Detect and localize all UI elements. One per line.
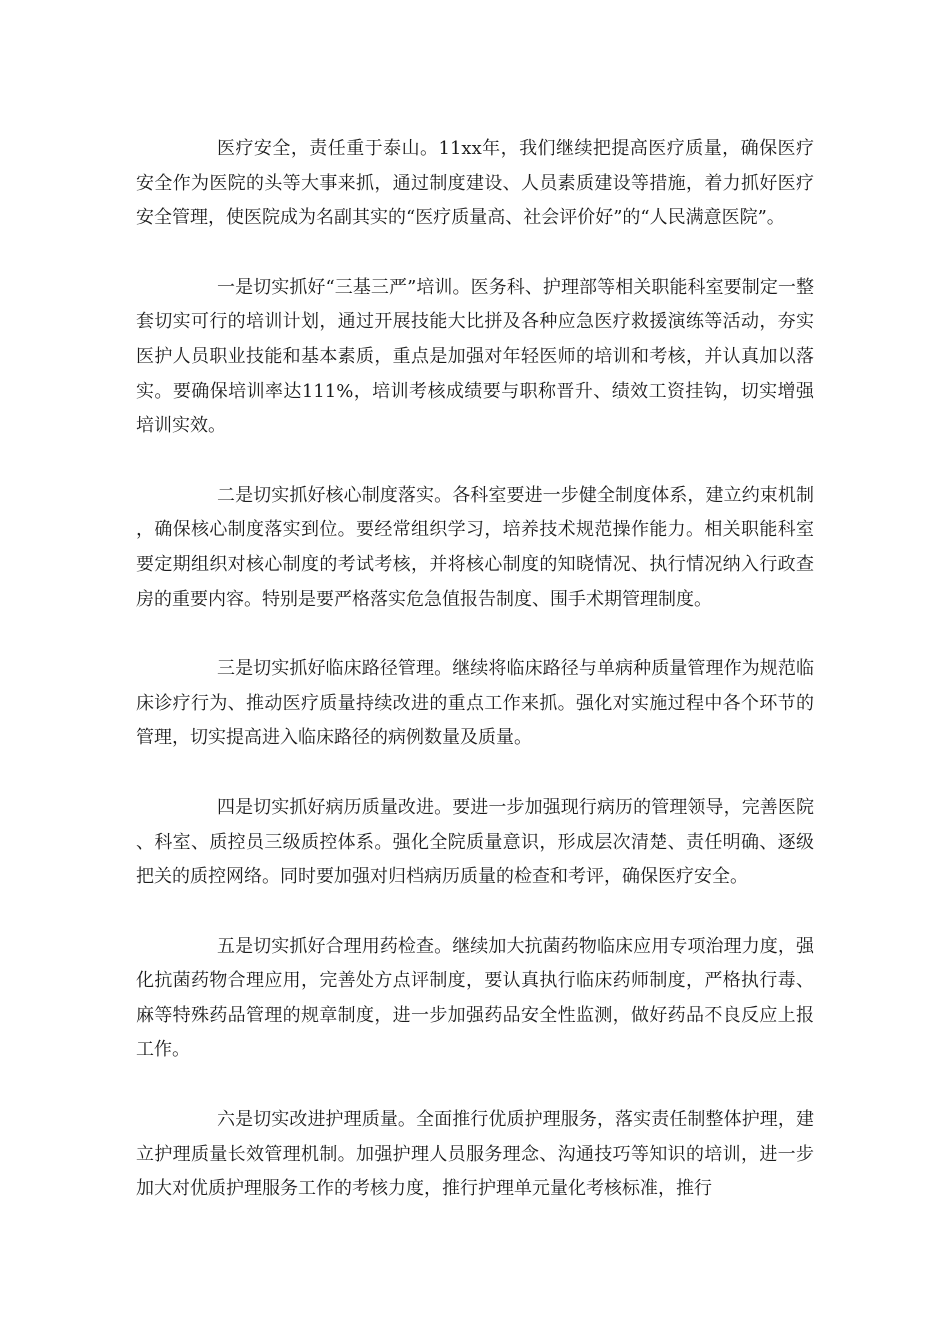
paragraph-intro: 医疗安全，责任重于泰山。11xx年，我们继续把提高医疗质量，确保医疗安全作为医院的头等大事来抓，通过制度建设、人员素质建设等措施，着力抓好医疗安全管理，使医院成为名副其实的“医疗质量高、社会评价好”的“人民满意医院”。	[136, 138, 814, 229]
paragraph-clinical-pathway: 三是切实抓好临床路径管理。继续将临床路径与单病种质量管理作为规范临床诊疗行为、推动医疗质量持续改进的重点工作来抓。强化对实施过程中各个环节的管理，切实提高进入临床路径的病例数量及质量。	[136, 658, 814, 749]
paragraph-medical-records: 四是切实抓好病历质量改进。要进一步加强现行病历的管理领导，完善医院、科室、质控员三级质控体系。强化全院质量意识，形成层次清楚、责任明确、逐级把关的质控网络。同时要加强对归档病历质量的检查和考评，确保医疗安全。	[136, 796, 814, 888]
document-body	[136, 132, 814, 1207]
paragraph-training: 一是切实抓好“三基三严”培训。医务科、护理部等相关职能科室要制定一整套切实可行的培训计划，通过开展技能大比拼及各种应急医疗救援演练等活动，夯实医护人员职业技能和基本素质，重点是加强对年轻医师的培训和考核，并认真加以落实。要确保培训率达111%，培训考核成绩要与职称晋升、绩效工资挂钩，切实增强培训实效。	[136, 276, 814, 437]
paragraph-nursing-quality: 六是切实改进护理质量。全面推行优质护理服务，落实责任制整体护理，建立护理质量长效管理机制。加强护理人员服务理念、沟通技巧等知识的培训，进一步加大对优质护理服务工作的考核力度，推行护理单元量化考核标准，推行	[136, 1109, 814, 1200]
paragraph-rational-drug-use: 五是切实抓好合理用药检查。继续加大抗菌药物临床应用专项治理力度，强化抗菌药物合理应用，完善处方点评制度，要认真执行临床药师制度，严格执行毒、麻等特殊药品管理的规章制度，进一步加强药品安全性监测，做好药品不良反应上报工作。	[136, 935, 814, 1061]
paragraph-core-system: 二是切实抓好核心制度落实。各科室要进一步健全制度体系，建立约束机制，确保核心制度落实到位。要经常组织学习，培养技术规范操作能力。相关职能科室要定期组织对核心制度的考试考核，并将核心制度的知晓情况、执行情况纳入行政查房的重要内容。特别是要严格落实危急值报告制度、围手术期管理制度。	[136, 484, 814, 610]
